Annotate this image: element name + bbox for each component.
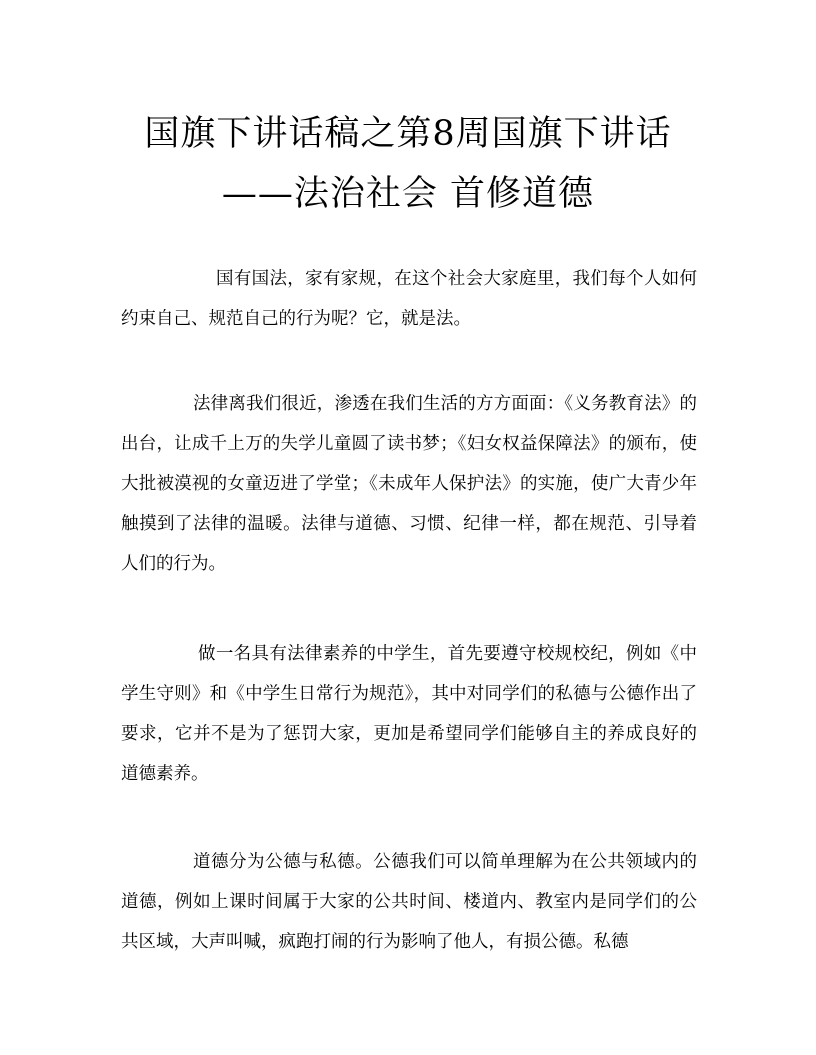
document-subtitle: ——法治社会 首修道德 bbox=[221, 174, 595, 214]
paragraph-1: 国有国法，家有家规，在这个社会大家庭里，我们每个人如何约束自己、规范自己的行为呢？它，就是法。 bbox=[121, 269, 697, 329]
paragraph-3: 做一名具有法律素养的中学生，首先要遵守校规校纪，例如《中学生守则》和《中学生日常行为规范》，其中对同学们的私德与公德作出了要求，它并不是为了惩罚大家，更加是希望同学们能够自主的养成良好的道德素养。 bbox=[121, 644, 697, 784]
document-title: 国旗下讲话稿之第8周国旗下讲话 bbox=[144, 114, 672, 154]
paragraph-4: 道德分为公德与私德。公德我们可以简单理解为在公共领域内的道德，例如上课时间属于大家的公共时间、楼道内、教室内是同学们的公共区域，大声叫喊，疯跑打闹的行为影响了他人，有损公德。私德 bbox=[121, 852, 697, 952]
paragraph-2: 法律离我们很近，渗透在我们生活的方方面面：《义务教育法》的出台，让成千上万的失学儿童圆了读书梦；《妇女权益保障法》的颁布，使大批被漠视的女童迈进了学堂；《未成年人保护法》的实施，使广大青少年触摸到了法律的温暖。法律与道德、习惯、纪律一样，都在规范、引导着人们的行为。 bbox=[121, 394, 697, 574]
